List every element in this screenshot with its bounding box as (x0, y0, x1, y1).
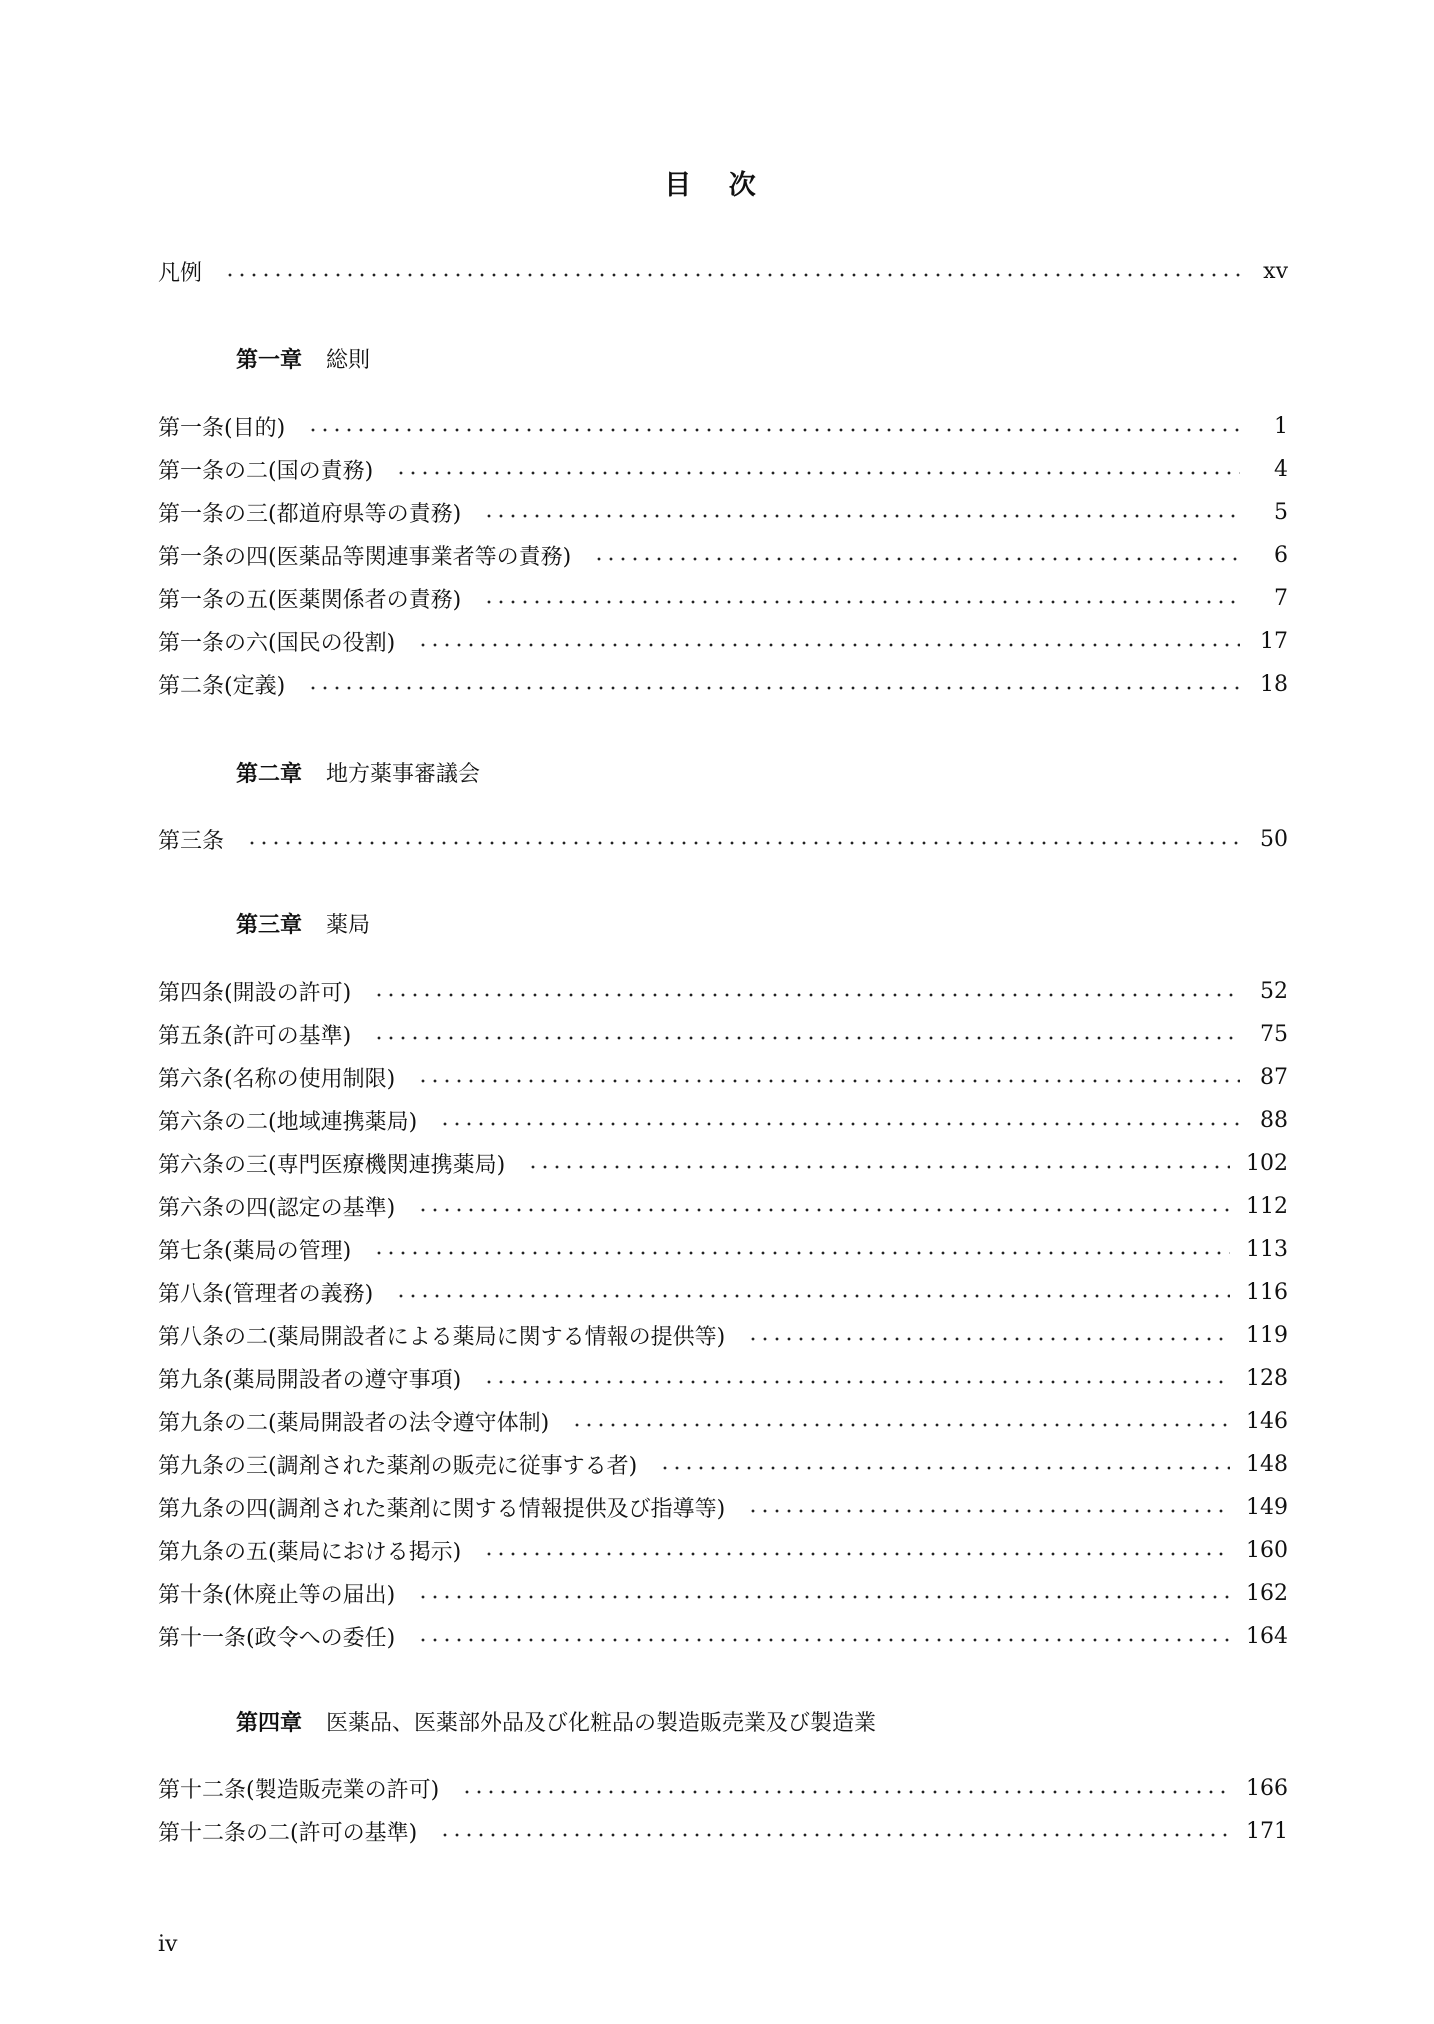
toc-entry[interactable] (158, 1013, 1288, 1056)
page-title: 目 次 (664, 170, 770, 201)
dot-leader (439, 1832, 1230, 1838)
toc-entry[interactable] (158, 1529, 1288, 1572)
chapter-heading-3 (236, 903, 370, 943)
chapter-number: 第一章 (236, 347, 303, 373)
dot-leader (417, 1594, 1230, 1600)
toc-entry-page: 50 (1260, 827, 1288, 852)
toc-entry-label: 第一条の五(医薬関係者の責務) (158, 588, 462, 613)
toc-entry[interactable] (158, 1615, 1288, 1658)
dot-leader (483, 599, 1240, 605)
dot-leader (417, 1207, 1230, 1213)
dot-leader (417, 642, 1240, 648)
toc-entry-label: 第十二条の二(許可の基準) (158, 1821, 418, 1846)
toc-entry[interactable] (158, 491, 1288, 534)
toc-entry-label: 第四条(開設の許可) (158, 981, 352, 1006)
toc-entry-page: 171 (1246, 1819, 1288, 1844)
toc-entry[interactable] (158, 534, 1288, 577)
toc-entry-label: 第一条の六(国民の役割) (158, 631, 396, 656)
toc-entry[interactable] (158, 577, 1288, 620)
toc-entry-label: 第六条の二(地域連携薬局) (158, 1110, 418, 1135)
toc-entry-label: 第九条(薬局開設者の遵守事項) (158, 1368, 462, 1393)
toc-entry[interactable] (158, 1767, 1288, 1810)
chapter-name: 医薬品、医薬部外品及び化粧品の製造販売業及び製造業 (326, 1710, 877, 1736)
toc-entry-label: 第三条 (158, 829, 225, 854)
toc-entry-page: 1 (1274, 414, 1288, 439)
dot-leader (307, 685, 1240, 691)
toc-entry[interactable] (158, 1185, 1288, 1228)
toc-entry-label: 第六条の三(専門医療機関連携薬局) (158, 1153, 506, 1178)
toc-entry-page: 4 (1274, 457, 1288, 482)
toc-entry[interactable] (158, 1443, 1288, 1486)
dot-leader (571, 1422, 1230, 1428)
toc-entry[interactable] (158, 1228, 1288, 1271)
toc-entry[interactable] (158, 1357, 1288, 1400)
table-of-contents (158, 0, 1288, 2024)
toc-entry-page: 102 (1246, 1151, 1288, 1176)
dot-leader (483, 1551, 1230, 1557)
dot-leader (395, 470, 1240, 476)
chapter-heading-4 (236, 1701, 876, 1741)
toc-entry-label: 第二条(定義) (158, 674, 286, 699)
dot-leader (373, 992, 1240, 998)
toc-entry-page: 149 (1246, 1495, 1288, 1520)
dot-leader (483, 513, 1240, 519)
toc-entry-label: 第一条の四(医薬品等関連事業者等の責務) (158, 545, 572, 570)
dot-leader (373, 1035, 1240, 1041)
toc-entry[interactable] (158, 1810, 1288, 1853)
toc-entry-label: 第一条(目的) (158, 416, 286, 441)
toc-entry-label: 第一条の二(国の責務) (158, 459, 374, 484)
toc-entry-page: 166 (1246, 1776, 1288, 1801)
chapter-number: 第二章 (236, 761, 303, 787)
toc-entry-page: 88 (1260, 1108, 1288, 1133)
dot-leader (747, 1508, 1230, 1514)
toc-entry-label: 凡例 (158, 261, 203, 286)
toc-entry[interactable] (158, 1314, 1288, 1357)
dot-leader (747, 1336, 1230, 1342)
chapter-number: 第三章 (236, 912, 303, 938)
toc-entry[interactable] (158, 1099, 1288, 1142)
toc-entry-label: 第六条(名称の使用制限) (158, 1067, 396, 1092)
chapter-heading-2 (236, 752, 480, 792)
toc-entry-label: 第九条の三(調剤された薬剤の販売に従事する者) (158, 1454, 638, 1479)
toc-entry-label: 第七条(薬局の管理) (158, 1239, 352, 1264)
dot-leader (395, 1293, 1230, 1299)
dot-leader (224, 272, 1240, 278)
toc-entry-page: 164 (1246, 1624, 1288, 1649)
toc-entry-page: 6 (1274, 543, 1288, 568)
toc-entry-page: 18 (1260, 672, 1288, 697)
toc-entry[interactable] (158, 663, 1288, 706)
toc-entry-page: 146 (1246, 1409, 1288, 1434)
toc-entry-page: 52 (1260, 979, 1288, 1004)
toc-entry[interactable] (158, 448, 1288, 491)
chapter-name: 地方薬事審議会 (326, 761, 481, 787)
toc-entry-page: 116 (1246, 1280, 1288, 1305)
chapter-name: 総則 (326, 347, 371, 373)
toc-entry-label: 第八条(管理者の義務) (158, 1282, 374, 1307)
toc-entry-page: xv (1263, 259, 1288, 284)
toc-entry-label: 第十二条(製造販売業の許可) (158, 1778, 440, 1803)
dot-leader (417, 1078, 1240, 1084)
dot-leader (659, 1465, 1230, 1471)
toc-entry[interactable] (158, 620, 1288, 663)
dot-leader (593, 556, 1240, 562)
chapter-name: 薬局 (326, 912, 371, 938)
dot-leader (246, 840, 1240, 846)
page-number: iv (158, 1932, 178, 1957)
toc-entry[interactable] (158, 818, 1288, 861)
toc-entry-page: 75 (1260, 1022, 1288, 1047)
toc-entry[interactable] (158, 405, 1288, 448)
dot-leader (373, 1250, 1230, 1256)
toc-entry-page: 17 (1260, 629, 1288, 654)
toc-entry-page: 160 (1246, 1538, 1288, 1563)
toc-entry-page: 113 (1246, 1237, 1288, 1262)
toc-entry-label: 第九条の五(薬局における掲示) (158, 1540, 462, 1565)
dot-leader (483, 1379, 1230, 1385)
toc-entry-label: 第八条の二(薬局開設者による薬局に関する情報の提供等) (158, 1325, 726, 1350)
toc-entry[interactable] (158, 970, 1288, 1013)
dot-leader (461, 1789, 1230, 1795)
toc-entry[interactable] (158, 1056, 1288, 1099)
toc-entry-hanrei[interactable] (158, 250, 1288, 293)
toc-entry-label: 第五条(許可の基準) (158, 1024, 352, 1049)
toc-entry[interactable] (158, 1142, 1288, 1185)
dot-leader (417, 1637, 1230, 1643)
toc-entry-page: 5 (1274, 500, 1288, 525)
toc-entry[interactable] (158, 1572, 1288, 1615)
toc-entry-label: 第九条の四(調剤された薬剤に関する情報提供及び指導等) (158, 1497, 726, 1522)
toc-entry[interactable] (158, 1400, 1288, 1443)
toc-entry-page: 112 (1246, 1194, 1288, 1219)
toc-entry-page: 119 (1246, 1323, 1288, 1348)
chapter-heading-1 (236, 338, 370, 378)
dot-leader (439, 1121, 1240, 1127)
toc-entry-label: 第六条の四(認定の基準) (158, 1196, 396, 1221)
dot-leader (307, 427, 1240, 433)
toc-entry-label: 第九条の二(薬局開設者の法令遵守体制) (158, 1411, 550, 1436)
dot-leader (527, 1164, 1230, 1170)
toc-entry-page: 87 (1260, 1065, 1288, 1090)
toc-entry-page: 148 (1246, 1452, 1288, 1477)
toc-entry-label: 第一条の三(都道府県等の責務) (158, 502, 462, 527)
toc-entry-page: 162 (1246, 1581, 1288, 1606)
toc-entry[interactable] (158, 1271, 1288, 1314)
toc-entry-page: 128 (1246, 1366, 1288, 1391)
toc-entry-page: 7 (1274, 586, 1288, 611)
toc-entry[interactable] (158, 1486, 1288, 1529)
chapter-number: 第四章 (236, 1710, 303, 1736)
toc-entry-label: 第十条(休廃止等の届出) (158, 1583, 396, 1608)
toc-entry-label: 第十一条(政令への委任) (158, 1626, 396, 1651)
